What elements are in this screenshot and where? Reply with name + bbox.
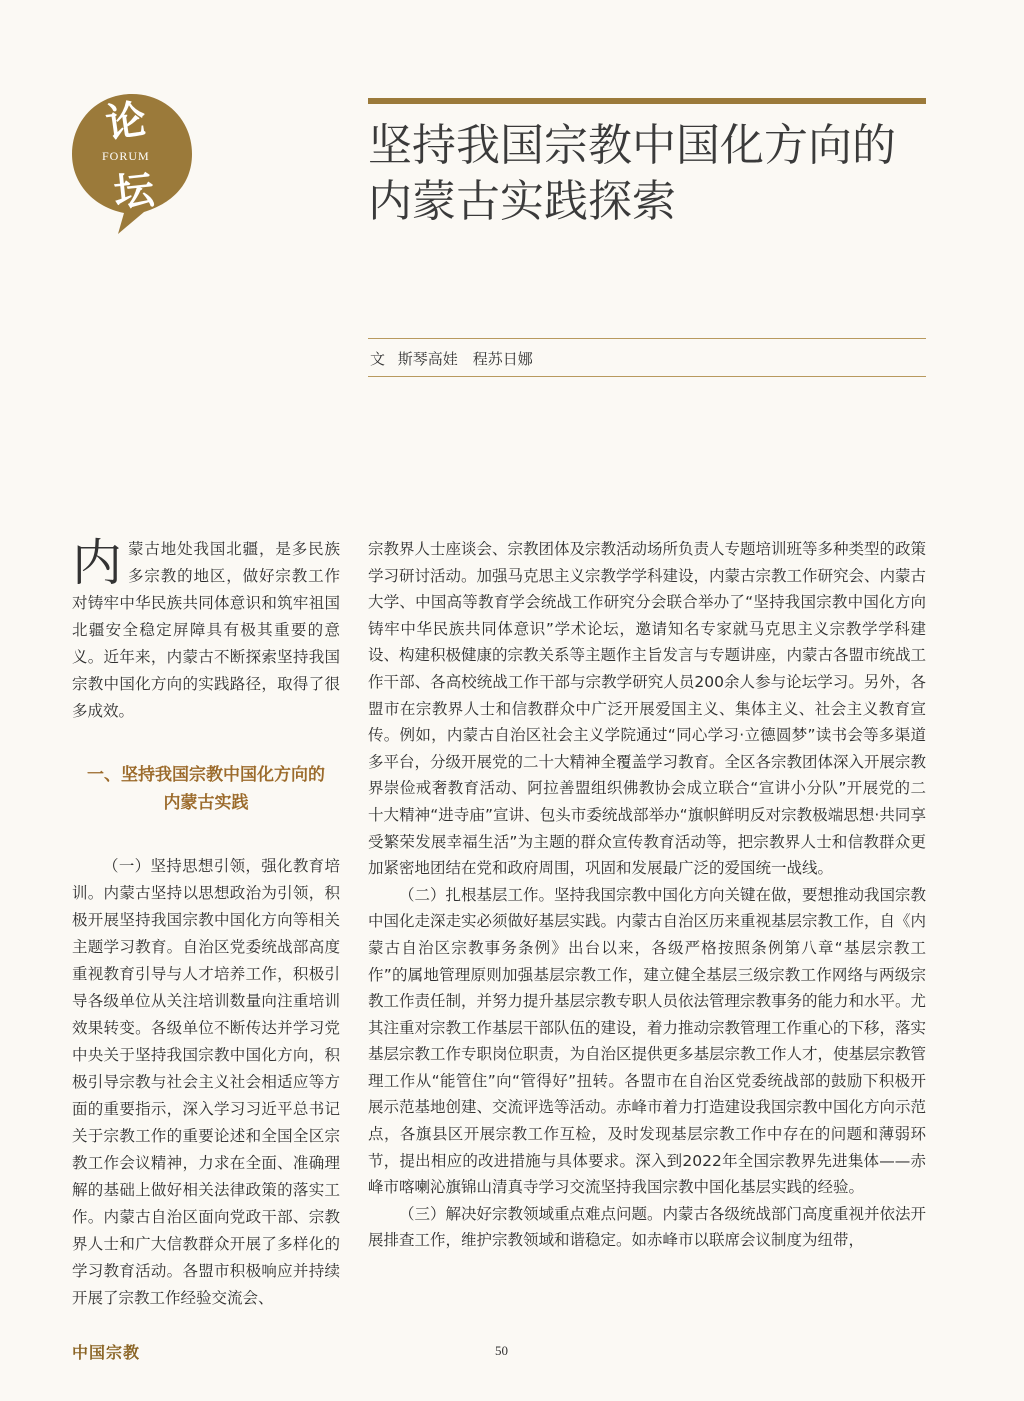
byline-authors: 斯琴高娃 程苏日娜 (397, 350, 533, 368)
body-paragraph: （三）解决好宗教领域重点难点问题。内蒙古各级统战部门高度重视并依法开展排查工作，维护宗教领域和谐稳定。如赤峰市以联席会议制度为纽带， (368, 1204, 927, 1250)
section-heading-line-1: 一、坚持我国宗教中国化方向的 (87, 765, 325, 785)
badge-char-lun: 论 (102, 95, 150, 148)
byline-rule-bottom (368, 376, 926, 377)
body-paragraph: 宗教界人士座谈会、宗教团体及宗教活动场所负责人专题培训班等多种类型的政策学习研讨活动。加强马克思主义宗教学学科建设，内蒙古宗教工作研究会、内蒙古大学、中国高等教育学会统战工作研究分会联合举办了“坚持我国宗教中国化方向 铸牢中华民族共同体意识”学术论坛，邀请知名专家就马克思主义宗教学学科建设、构建积极健康的宗教关系等主题作主旨发言与专题讲座，内蒙古各盟市统战工作干部、各高校统战工作干部与宗教学研究人员200余人参与论坛学习。另外，各盟市在宗教界人士和信教群众中广泛开展爱国主义、集体主义、社会主义教育宣传。例如，内蒙古自治区社会主义学院通过“同心学习·立德圆梦”读书会等多渠道多平台，分级开展党的二十大精神全覆盖学习教育。全区各宗教团体深入开展宗教界崇俭戒奢教育活动、阿拉善盟组织佛教协会成立联合“宣讲小分队”开展党的二十大精神“进寺庙”宣讲、包头市委统战部举办“旗帜鲜明反对宗教极端思想·共同享受繁荣发展幸福生活”为主题的群众宣传教育活动等，把宗教界人士和信教群众更加紧密地团结在党和政府周围，巩固和发展最广泛的爱国统一战线。 (368, 540, 942, 878)
byline-rule-top (368, 338, 926, 339)
right-column (368, 536, 942, 1254)
title-line-2: 内蒙古实践探索 (368, 176, 676, 227)
page-number: 50 (495, 1343, 508, 1358)
body-paragraph: （二）扎根基层工作。坚持我国宗教中国化方向关键在做，要想推动我国宗教中国化走深走实必须做好基层实践。内蒙古自治区历来重视基层宗教工作，自《内蒙古自治区宗教事务条例》出台以来，各级严格按照条例第八章“基层宗教工作”的属地管理原则加强基层宗教工作，建立健全基层三级宗教工作网络与两级宗教工作责任制，并努力提升基层宗教专职人员依法管理宗教事务的能力和水平。尤其注重对宗教工作基层干部队伍的建设，着力推动宗教管理工作重心的下移，落实基层宗教工作专职岗位职责，为自治区提供更多基层宗教工作人才，使基层宗教管理工作从“能管住”向“管得好”扭转。各盟市在自治区党委统战部的鼓励下积极开展示范基地创建、交流评选等活动。赤峰市着力打造建设我国宗教中国化方向示范点，各旗县区开展宗教工作互检，及时发现基层宗教工作中存在的问题和薄弱环节，提出相应的改进措施与具体要求。深入到2022年全国宗教界先进集体——赤峰市喀喇沁旗锦山清真寺学习交流坚持我国宗教中国化基层实践的经验。 (368, 885, 927, 1197)
title-top-rule (368, 98, 926, 104)
article-title (368, 118, 926, 230)
body-paragraph: （一）坚持思想引领，强化教育培训。内蒙古坚持以思想政治为引领，积极开展坚持我国宗教中国化方向等相关主题学习教育。自治区党委统战部高度重视教育引导与人才培养工作，积极引导各级单位从关注培训数量向注重培训效果转变。各级单位不断传达并学习党中央关于坚持我国宗教中国化方向，积极引导宗教与社会主义社会相适应等方面的重要指示，深入学习习近平总书记关于宗教工作的重要论述和全国全区宗教工作会议精神，力求在全面、准确理解的基础上做好相关法律政策的落实工作。内蒙古自治区面向党政干部、宗教界人士和广大信教群众开展了多样化的学习教育活动。各盟市积极响应并持续开展了宗教工作经验交流会、 (72, 857, 340, 1307)
section-heading-line-2: 内蒙古实践 (163, 793, 249, 813)
title-line-1: 坚持我国宗教中国化方向的 (368, 120, 896, 171)
drop-cap: 内 (72, 534, 122, 592)
magazine-logo: 中国宗教 (72, 1343, 141, 1362)
intro-paragraph (72, 536, 340, 725)
byline-prefix: 文 (370, 350, 386, 368)
intro-text: 蒙古地处我国北疆，是多民族多宗教的地区，做好宗教工作对铸牢中华民族共同体意识和筑牢祖国北疆安全稳定屏障具有极其重要的意义。近年来，内蒙古不断探索坚持我国宗教中国化方向的实践路径，取得了很多成效。 (72, 540, 340, 720)
forum-badge (72, 94, 192, 234)
byline (370, 348, 541, 369)
left-column (72, 536, 340, 1312)
badge-forum-label: FORUM (102, 149, 150, 163)
badge-char-tan: 坛 (111, 166, 157, 217)
section-heading (72, 761, 340, 817)
